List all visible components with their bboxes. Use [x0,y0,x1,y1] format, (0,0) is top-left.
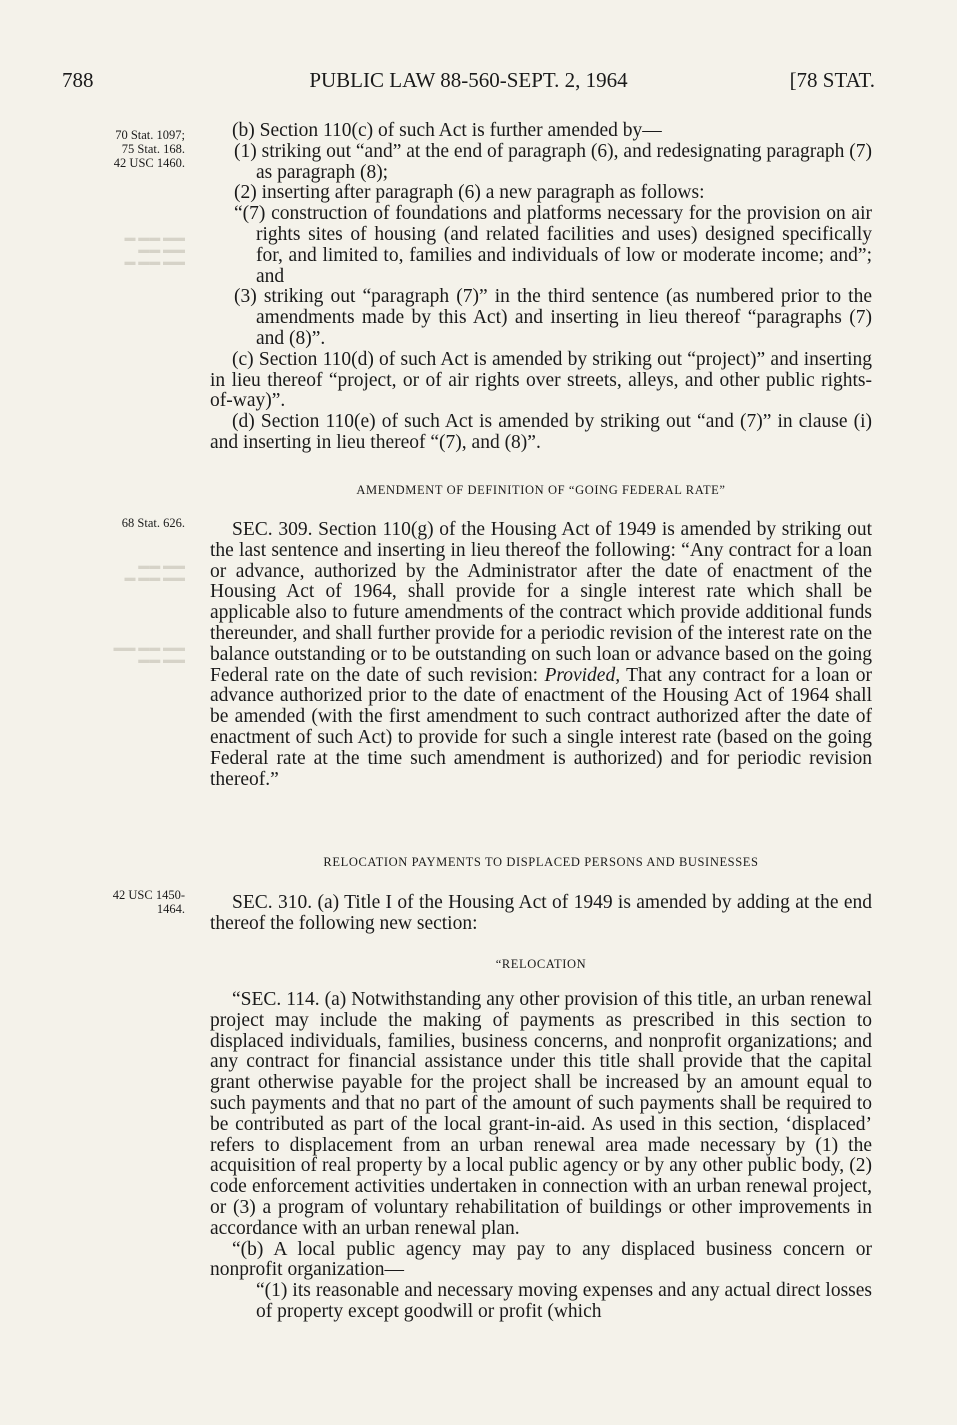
section-114 [210,990,872,1323]
section-heading: AMENDMENT OF DEFINITION OF “GOING FEDERAL RATE” [356,483,726,497]
margin-note-line: 42 USC 1460. [113,156,185,170]
statute-reference: [78 STAT. [789,68,875,92]
paragraph-d: (d) Section 110(e) of such Act is amended by striking out “and (7)” in clause (i) and inserting in lieu thereof “(7), and (8)”. [210,411,872,453]
bleed-through-note: ▬▬ ▬▬ ▬ ▬▬ ▬▬ [124,560,185,584]
paragraph-b1: (1) striking out “and” at the end of paragraph (6), and redesignating paragraph (7) as paragraph (8); [234,140,872,183]
section-114-a-body: (a) Notwithstanding any other provision of this title, an urban renewal project may include the making of payments as prescribed in this section to displaced individuals, families, business concerns, and nonprofit organizations; and any contract for financial assistance under this title shall provide that the capital grant otherwise payable for the project shall be increased by an amount equal to such payments and that no part of the amount of such payments shall be required to be contributed as part of the local grant-in-aid. As used in this section, ‘displaced’ refers to displacement from an urban renewal area made necessary by (1) the acquisition of real property by a local public agency or by any other public body, (2) code enforcement activities undertaken in connection with an urban renewal project, or (3) a program of voluntary rehabilitation of buildings or other improvements in accordance with an urban renewal plan. [210,989,872,1239]
margin-note-line: 70 Stat. 1097; [115,128,185,142]
section-114-a [210,990,872,1240]
section-310-text [210,893,872,935]
provided-term: Provided, [544,664,621,686]
margin-note-line: 1464. [156,902,185,916]
bleed-through-note: ▬ ▬▬ ▬▬ ▬▬ ▬▬ ▬ ▬▬ ▬▬ [124,232,185,268]
margin-note-line: 68 Stat. 626. [121,516,185,530]
margin-note-line: 42 USC 1450- [112,888,185,902]
bleed-through-note: ▬▬ ▬▬ ▬▬ ▬▬ ▬▬ [113,642,185,666]
section-310-body: (a) Title I of the Housing Act of 1949 is amended by adding at the end thereof the following new section: [210,892,872,934]
section-114-b: “(b) A local public agency may pay to any displaced business concern or nonprofit organization— [210,1238,872,1281]
header-title: PUBLIC LAW 88-560-SEPT. 2, 1964 [309,68,628,92]
margin-note [60,128,185,170]
section-label: SEC. 310. [232,892,313,913]
page-number: 788 [62,68,94,92]
section-114-b1: “(1) its reasonable and necessary moving expenses and any actual direct losses of property except goodwill or profit (which [256,1280,872,1322]
section-309-body: Section 110(g) of the Housing Act of 1949 is amended by striking out the last sentence and inserting in lieu thereof the following: “Any contract for a loan or advance, authorized by the Administrator after the date of enactment of the Housing Act of 1964, shall provide for a single interest rate which shall be applicable also to future amendments of the contract which provide additional funds thereunder, and shall further provide for a periodic revision of the interest rate on the balance outstanding or to be outstanding on such loan or advance based on the going Federal rate on the date of such revision: [210,519,873,686]
section-310 [210,893,872,935]
paragraph-b3: (3) striking out “paragraph (7)” in the third sentence (as numbered prior to the amendments made by this Act) and inserting in lieu thereof “paragraphs (7) and (8)”. [234,286,872,349]
section-309 [210,520,872,790]
section-309-text [210,520,872,790]
paragraph-b2-quote: “(7) construction of foundations and platforms necessary for the provision on air rights sites of housing (and related facilities and uses) designed specifically for, and limited to, families and individuals of low or moderate income; and”; and [234,203,872,287]
amendment-text-block [210,121,872,454]
margin-note [60,888,185,916]
paragraph-b-intro: (b) Section 110(c) of such Act is further amended by— [232,120,662,141]
section-heading: RELOCATION PAYMENTS TO DISPLACED PERSONS AND BUSINESSES [323,855,759,869]
running-header [62,68,875,102]
section-309-proviso: That any contract for a loan or advance authorized prior to the date of enactment of the Housing Act of 1964 shall be amended (with the first amendment to such contract authorized after the date of enactment of such Act) to provide for such a single interest rate (based on the going Federal rate at the time such amendment is authorized) and for periodic revision thereof.” [210,664,872,790]
paragraph-b2: (2) inserting after paragraph (6) a new paragraph as follows: [234,182,705,204]
section-heading: “RELOCATION [495,957,587,971]
section-label: SEC. 309. [232,519,313,540]
margin-note [60,516,185,530]
paragraph-c: (c) Section 110(d) of such Act is amended by striking out “project)” and inserting in lieu thereof “project, or of air rights over streets, alleys, and other public rights-of-way)”. [210,348,872,412]
section-label: “SEC. 114. [232,989,320,1010]
margin-note-line: 75 Stat. 168. [121,142,185,156]
